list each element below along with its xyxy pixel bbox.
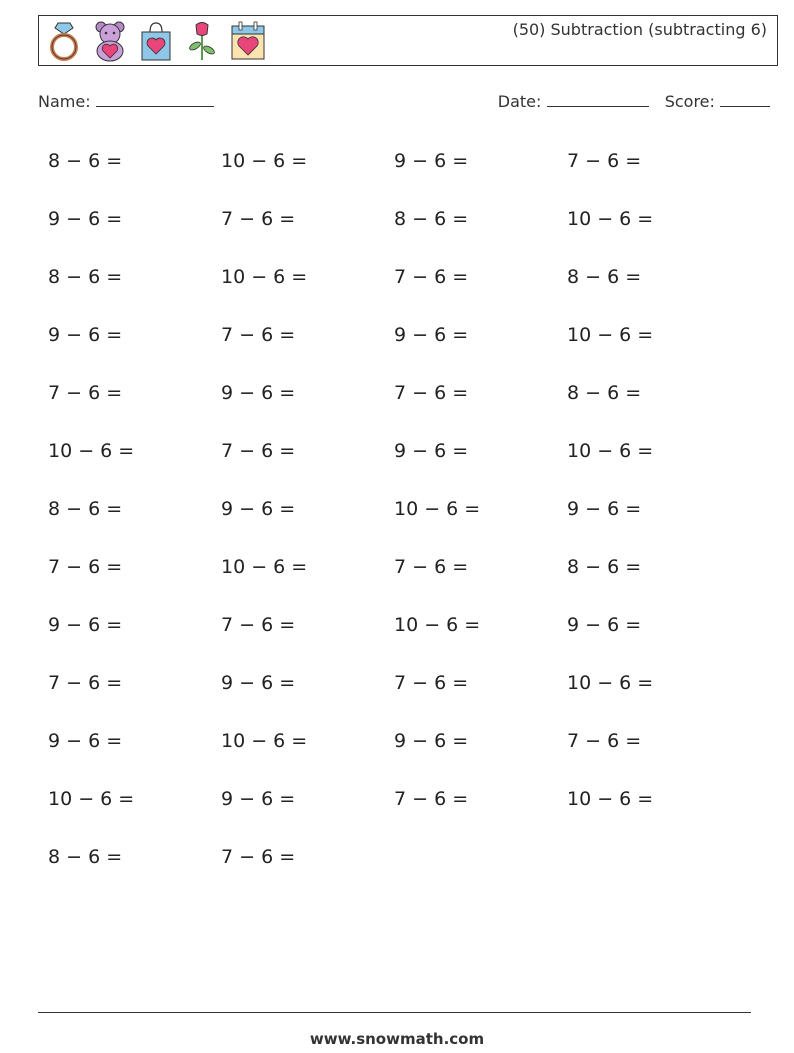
problem-item: 10 − 6 = bbox=[567, 208, 654, 230]
problem-item: 10 − 6 = bbox=[567, 324, 654, 346]
problem-item: 7 − 6 = bbox=[394, 382, 469, 404]
name-label: Name: bbox=[38, 92, 91, 111]
problem-item: 7 − 6 = bbox=[567, 730, 642, 752]
date-score-fields bbox=[498, 92, 770, 111]
problem-item: 9 − 6 = bbox=[394, 150, 469, 172]
problem-item: 8 − 6 = bbox=[394, 208, 469, 230]
problem-item: 7 − 6 = bbox=[48, 672, 123, 694]
problem-item: 9 − 6 = bbox=[221, 788, 296, 810]
problem-item: 10 − 6 = bbox=[221, 556, 308, 578]
teddy-bear-icon bbox=[91, 20, 129, 62]
problem-item: 9 − 6 = bbox=[221, 498, 296, 520]
problem-item: 7 − 6 = bbox=[48, 382, 123, 404]
problem-item: 10 − 6 = bbox=[394, 614, 481, 636]
score-label: Score: bbox=[664, 92, 715, 111]
problem-item: 9 − 6 = bbox=[394, 324, 469, 346]
problem-item: 9 − 6 = bbox=[48, 208, 123, 230]
problem-item: 7 − 6 = bbox=[221, 614, 296, 636]
problem-item: 8 − 6 = bbox=[48, 846, 123, 868]
problem-item: 7 − 6 = bbox=[394, 788, 469, 810]
problem-item: 10 − 6 = bbox=[394, 498, 481, 520]
problem-item: 9 − 6 = bbox=[567, 498, 642, 520]
problem-grid bbox=[48, 140, 740, 894]
worksheet-title: (50) Subtraction (subtracting 6) bbox=[512, 20, 767, 39]
problem-item: 7 − 6 = bbox=[394, 672, 469, 694]
problem-item: 10 − 6 = bbox=[221, 150, 308, 172]
problem-item: 9 − 6 = bbox=[221, 382, 296, 404]
gift-bag-heart-icon bbox=[137, 20, 175, 62]
problem-item: 7 − 6 = bbox=[394, 556, 469, 578]
problem-item: 9 − 6 = bbox=[48, 324, 123, 346]
problem-item: 7 − 6 = bbox=[567, 150, 642, 172]
problem-item: 9 − 6 = bbox=[48, 614, 123, 636]
ring-icon bbox=[45, 20, 83, 62]
score-blank[interactable] bbox=[720, 92, 770, 107]
problem-item: 7 − 6 = bbox=[48, 556, 123, 578]
date-label: Date: bbox=[497, 92, 542, 111]
problem-item: 10 − 6 = bbox=[48, 788, 135, 810]
icon-strip bbox=[45, 20, 267, 62]
problem-item: 7 − 6 = bbox=[221, 208, 296, 230]
problem-item: 8 − 6 = bbox=[567, 266, 642, 288]
calendar-heart-icon bbox=[229, 20, 267, 62]
problem-item: 10 − 6 = bbox=[221, 266, 308, 288]
problem-item: 7 − 6 = bbox=[221, 846, 296, 868]
name-field[interactable] bbox=[38, 92, 214, 111]
name-blank[interactable] bbox=[96, 92, 214, 107]
footer-website[interactable]: www.snowmath.com bbox=[309, 1030, 485, 1048]
problem-item: 8 − 6 = bbox=[48, 150, 123, 172]
problem-item: 10 − 6 = bbox=[567, 440, 654, 462]
problem-item: 10 − 6 = bbox=[221, 730, 308, 752]
problem-item: 10 − 6 = bbox=[567, 672, 654, 694]
footer-divider bbox=[38, 1012, 751, 1013]
problem-item: 7 − 6 = bbox=[221, 440, 296, 462]
problem-item: 8 − 6 = bbox=[567, 556, 642, 578]
problem-item: 9 − 6 = bbox=[48, 730, 123, 752]
problem-item: 8 − 6 = bbox=[48, 498, 123, 520]
problem-item: 9 − 6 = bbox=[221, 672, 296, 694]
student-info-row bbox=[38, 92, 770, 116]
worksheet-header bbox=[38, 15, 778, 66]
rose-icon bbox=[183, 20, 221, 62]
date-blank[interactable] bbox=[547, 92, 649, 107]
problem-item: 7 − 6 = bbox=[394, 266, 469, 288]
problem-item: 9 − 6 = bbox=[394, 440, 469, 462]
problem-item: 10 − 6 = bbox=[567, 788, 654, 810]
problem-item: 10 − 6 = bbox=[48, 440, 135, 462]
problem-item: 7 − 6 = bbox=[221, 324, 296, 346]
problem-item: 9 − 6 = bbox=[394, 730, 469, 752]
problem-item: 9 − 6 = bbox=[567, 614, 642, 636]
problem-item: 8 − 6 = bbox=[567, 382, 642, 404]
problem-item: 8 − 6 = bbox=[48, 266, 123, 288]
